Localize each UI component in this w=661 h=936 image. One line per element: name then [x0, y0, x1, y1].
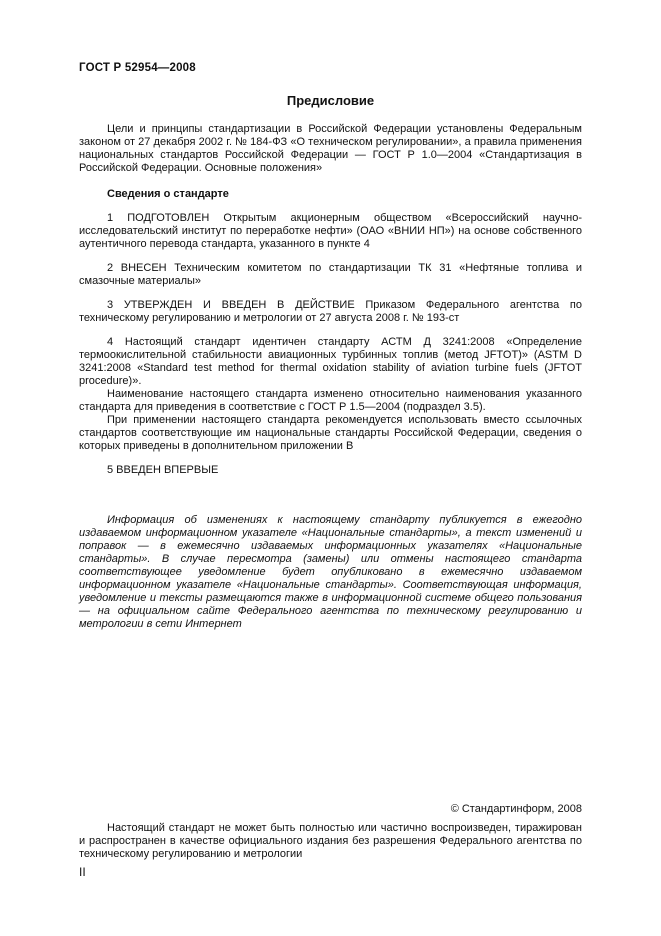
foreword-item-5: 5 ВВЕДЕН ВПЕРВЫЕ: [107, 464, 219, 476]
restriction-paragraph: Настоящий стандарт не может быть полностью или частично воспроизведен, тиражирован и распространен в качестве официального издания без разрешения Федерального агентства по техническому регулированию и метрологии: [79, 822, 582, 860]
foreword-item-1: 1 ПОДГОТОВЛЕН Открытым акционерным обществом «Всероссийский научно-исследовательский институт по переработке нефти» (ОАО «ВНИИ НП») на основе собственного аутентичного перевода стандарта, указанного в пункте 4: [79, 212, 582, 250]
foreword-item-3: 3 УТВЕРЖДЕН И ВВЕДЕН В ДЕЙСТВИЕ Приказом Федерального агентства по техническому регулированию и метрологии от 27 августа 2008 г. № 193-ст: [79, 299, 582, 324]
copyright-line: © Стандартинформ, 2008: [450, 803, 582, 815]
page-title: Предисловие: [286, 93, 375, 108]
page-number: II: [79, 865, 86, 879]
doc-number: ГОСТ Р 52954—2008: [79, 62, 196, 74]
info-notice-paragraph: Информация об изменениях к настоящему стандарту публикуется в ежегодно издаваемом информационном указателе «Национальные стандарты», а текст изменений и поправок — в ежемесячно издаваемых информационных указателях «Национальные стандарты». В случае пересмотра (замены) или отмены настоящего стандарта соответствующее уведомление будет опубликовано в ежемесячно издаваемом информационном указателе «Национальные стандарты». Соответствующая информация, уведомление и тексты размещаются также в информационной системе общего пользования — на официальном сайте Федерального агентства по техническому регулированию и метрологии в сети Интернет: [79, 514, 582, 630]
foreword-item-4: 4 Настоящий стандарт идентичен стандарту АСТМ Д 3241:2008 «Определение термоокислительной стабильности авиационных турбинных топлив (метод JFTOT)» (ASTM D 3241:2008 «Standard test method for thermal oxidation stability of aviation turbine fuels (JFTOT procedure)».: [79, 336, 582, 387]
foreword-item-2: 2 ВНЕСЕН Техническим комитетом по стандартизации ТК 31 «Нефтяные топлива и смазочные материалы»: [79, 262, 582, 287]
intro-paragraph: Цели и принципы стандартизации в Российской Федерации установлены Федеральным законом от 27 декабря 2002 г. № 184-ФЗ «О техническом регулировании», а правила применения национальных стандартов Российской Федерации — ГОСТ Р 1.0—2004 «Стандартизация в Российской Федерации. Основные положения»: [79, 123, 582, 174]
item4-note-1: Наименование настоящего стандарта изменено относительно наименования указанного стандарта для приведения в соответствие с ГОСТ Р 1.5—2004 (подраздел 3.5).: [79, 388, 582, 413]
item4-note-2: При применении настоящего стандарта рекомендуется использовать вместо ссылочных стандартов соответствующие им национальные стандарты Российской Федерации, сведения о которых приведены в дополнительном приложении В: [79, 414, 582, 452]
section-heading: Сведения о стандарте: [107, 188, 229, 200]
